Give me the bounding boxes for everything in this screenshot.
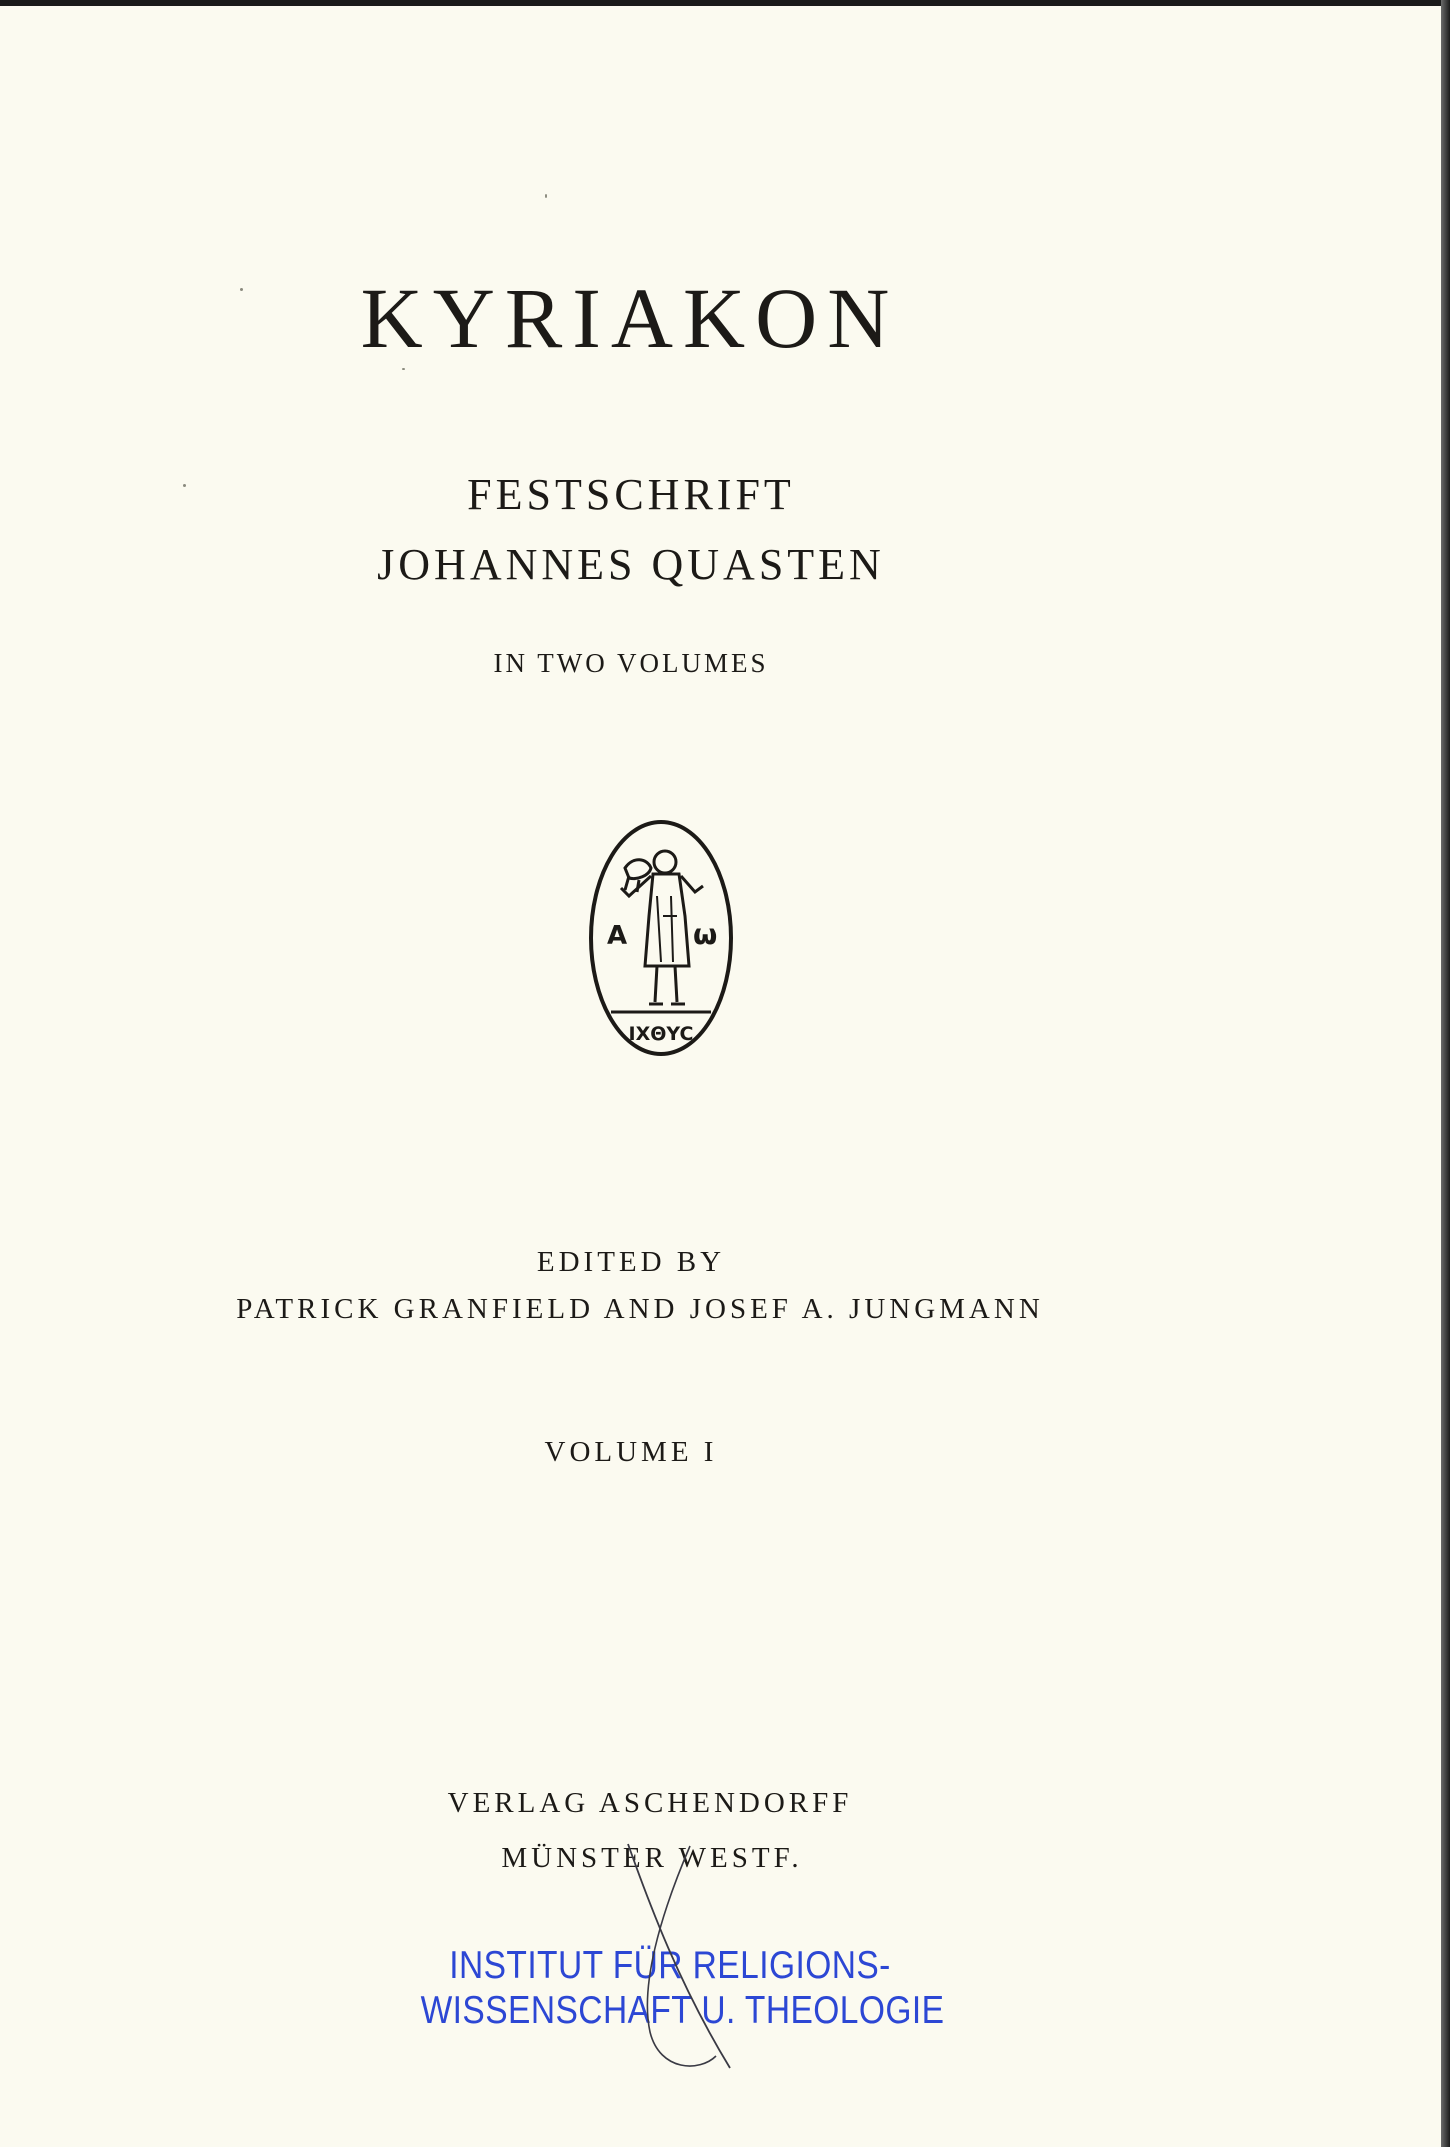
stamp-line-2: WISSENSCHAFT U. THEOLOGIE: [420, 1989, 945, 2032]
editors-names: PATRICK GRANFIELD AND JOSEF A. JUNGMANN: [236, 1293, 1044, 1325]
volumes-note: IN TWO VOLUMES: [493, 648, 769, 678]
paper-speck: [183, 484, 186, 487]
publisher-place: MÜNSTER WESTF.: [501, 1842, 803, 1874]
ichthys-figure-emblem-icon: [585, 816, 737, 1061]
paper-speck: [240, 288, 243, 291]
edited-by-label: EDITED BY: [536, 1246, 726, 1278]
publisher-name: VERLAG ASCHENDORFF: [447, 1787, 853, 1819]
emblem-inscription: IXΘYC: [628, 1023, 694, 1045]
stamp-line-1: INSTITUT FÜR RELIGIONS-: [449, 1944, 891, 1987]
subtitle-festschrift: FESTSCHRIFT: [467, 470, 795, 519]
subtitle-honoree: JOHANNES QUASTEN: [377, 540, 885, 589]
emblem-omega-letter: ω: [693, 918, 718, 951]
page-edge-shadow: [1441, 0, 1450, 2147]
volume-number: VOLUME I: [544, 1436, 718, 1468]
title-page: [0, 6, 1441, 2147]
emblem-alpha-letter: Α: [607, 921, 628, 951]
pen-cross-mark: [620, 1836, 740, 2076]
book-title: KYRIAKON: [360, 270, 900, 366]
paper-speck: [402, 368, 405, 370]
paper-speck: [545, 194, 547, 198]
